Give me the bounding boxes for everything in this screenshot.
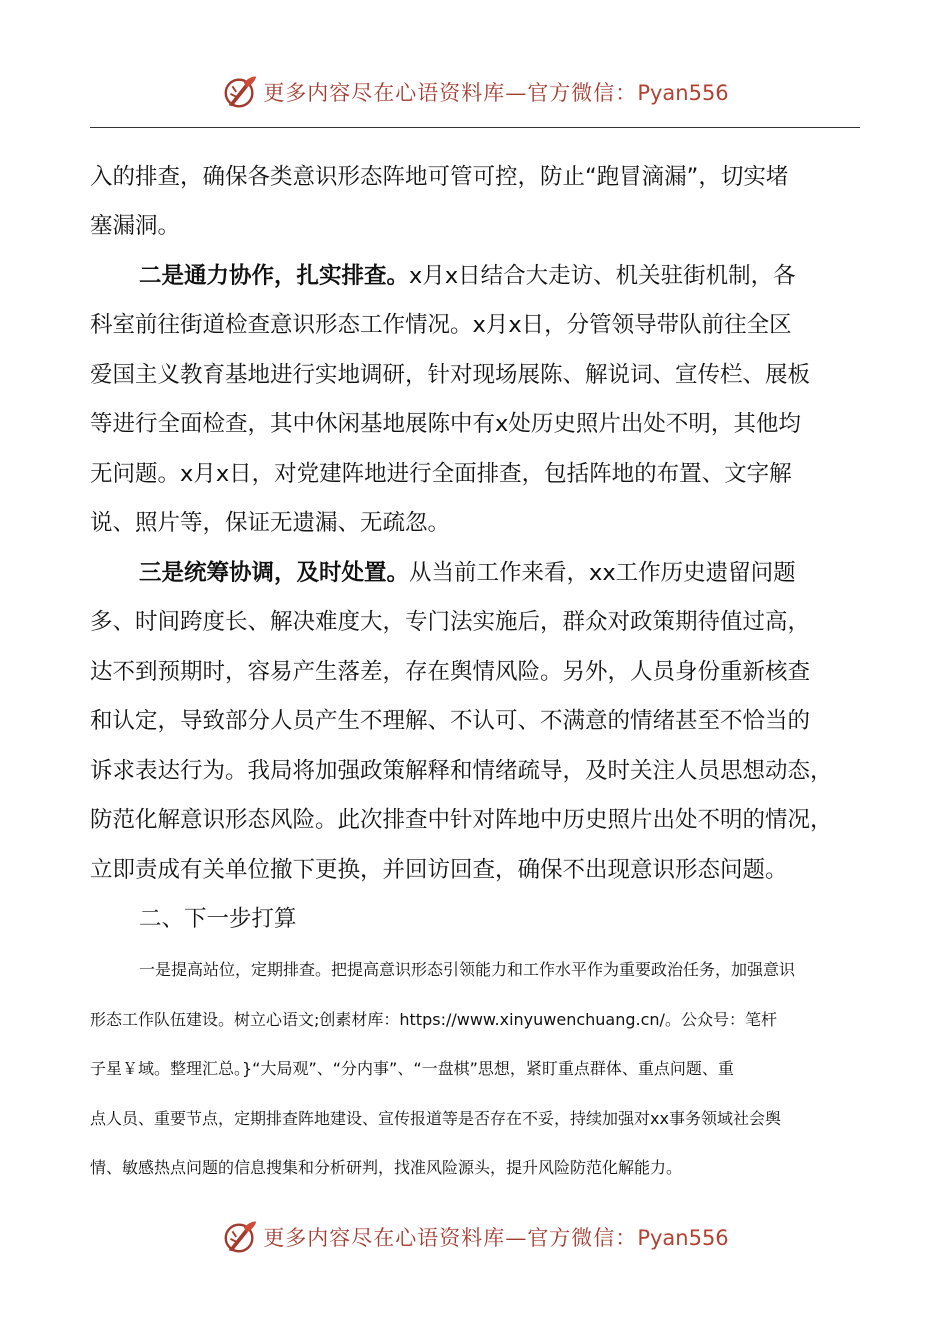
p4-line-3: 子星￥域。整理汇总。}“大局观”、“分内事”、“一盘棋”思想，紧盯重点群体、重点问题、重: [90, 1059, 734, 1078]
footer-banner-text: [263, 1222, 728, 1252]
p2-heading: 二是通力协作，扎实排查。: [139, 263, 410, 289]
p4-line-5: 情、敏感热点问题的信息搜集和分析研判，找准风险源头，提升风险防范化解能力。: [90, 1158, 683, 1177]
p3-line-3: 达不到预期时，容易产生落差，存在舆情风险。另外，人员身份重新核查: [90, 659, 811, 685]
p3-line-4: 和认定，导致部分人员产生不理解、不认可、不满意的情绪甚至不恰当的: [90, 708, 811, 734]
p3-line-6: 防范化解意识形态风险。此次排查中针对阵地中历史照片出处不明的情况，: [90, 807, 833, 833]
banner-dash: —: [505, 81, 528, 105]
p3-line-5: 诉求表达行为。我局将加强政策解释和情绪疏导，及时关注人员思想动态，: [90, 758, 833, 784]
p3-line-1: [139, 558, 796, 588]
p2-line-1: [139, 261, 796, 291]
footer-banner-slogan: 更多内容尽在心语资料库: [263, 1226, 506, 1250]
section-heading: 二、下一步打算: [139, 906, 297, 932]
footer-contact-label: 官方微信：: [527, 1226, 638, 1250]
p2-line-2: 科室前往街道检查意识形态工作情况。x月x日，分管领导带队前往全区: [90, 312, 792, 338]
quill-logo-icon: [221, 1218, 259, 1256]
p3-line-7: 立即责成有关单位撤下更换，并回访回查，确保不出现意识形态问题。: [90, 857, 788, 883]
header-banner: [0, 70, 950, 114]
footer-banner-dash: —: [505, 1226, 528, 1250]
p2-line-3: 爱国主义教育基地进行实地调研，针对现场展陈、解说词、宣传栏、展板: [90, 362, 811, 388]
banner-contact-handle: Pyan556: [637, 81, 729, 105]
quill-logo-icon: [221, 73, 259, 111]
p2-line-4: 等进行全面检查，其中休闲基地展陈中有x处历史照片出处不明，其他均: [90, 411, 801, 437]
banner-text: [263, 77, 728, 107]
p4-line-4: 点人员、重要节点，定期排查阵地建设、宣传报道等是否存在不妥，持续加强对xx事务领域社会舆: [90, 1109, 781, 1128]
p4-line-1: 一是提高站位，定期排查。把提高意识形态引领能力和工作水平作为重要政治任务，加强意识: [139, 960, 796, 979]
header-divider: [90, 127, 860, 128]
p1-line-2: 塞漏洞。: [90, 213, 181, 239]
p1-line-1: 入的排查，确保各类意识形态阵地可管可控，防止“跑冒滴漏”，切实堵: [90, 164, 789, 190]
banner-contact-label: 官方微信：: [527, 81, 638, 105]
p2-line-6: 说、照片等，保证无遗漏、无疏忽。: [90, 510, 451, 536]
p3-line-2: 多、时间跨度长、解决难度大，专门法实施后，群众对政策期待值过高，: [90, 609, 811, 635]
banner-slogan: 更多内容尽在心语资料库: [263, 81, 506, 105]
p2-line-5: 无问题。x月x日，对党建阵地进行全面排查，包括阵地的布置、文字解: [90, 461, 792, 487]
p4-line-2: 形态工作队伍建设。树立心语文;创素材库：https://www.xinyuwenchuang.cn/。公众号：笔杆: [90, 1010, 777, 1029]
p3-heading: 三是统筹协调，及时处置。: [139, 560, 410, 586]
p2-text: x月x日结合大走访、机关驻街机制，各: [409, 263, 796, 289]
footer-contact-handle: Pyan556: [637, 1226, 729, 1250]
p3-text: 从当前工作来看，xx工作历史遗留问题: [409, 560, 796, 586]
footer-banner: [0, 1215, 950, 1259]
